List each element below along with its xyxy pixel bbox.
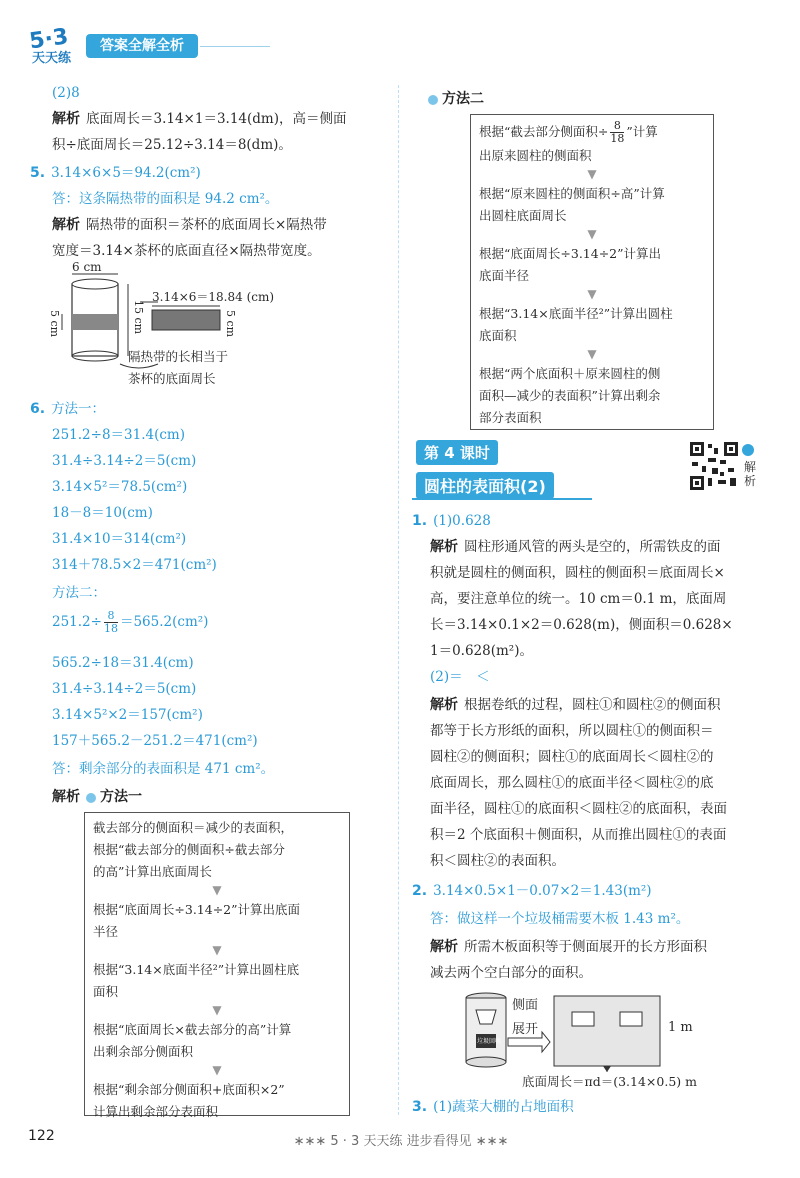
answer-text: 答：剩余部分的表面积是 471 cm²。 — [52, 761, 275, 777]
question-3 — [412, 1094, 574, 1120]
flow-text: 根据“底面周长÷3.14÷2”计算出 — [479, 246, 662, 261]
text: 高，要注意单位的统一。10 cm＝0.1 m，底面周 — [430, 591, 727, 607]
text: 251.2÷ — [52, 614, 102, 630]
analysis-label: 解析 — [430, 697, 458, 713]
down-arrow-icon: ▼ — [212, 1003, 222, 1017]
flow-text: 面积 — [93, 984, 119, 999]
answer-line: (2)8 — [52, 85, 80, 101]
method2-heading — [428, 86, 484, 112]
down-arrow-icon: ▼ — [587, 227, 597, 241]
method-label: 方法一 — [100, 789, 142, 805]
strip-length-label: 3.14×6＝18.84 (cm) — [152, 290, 275, 304]
question-number: 6. — [30, 401, 46, 417]
fraction: $\frac{8}{18}$ — [610, 119, 625, 145]
answer-line: (1)0.628 — [433, 513, 491, 529]
pencil-icon — [86, 793, 96, 803]
flow-text: 出原来圆柱的侧面积 — [479, 148, 592, 163]
calc-line — [52, 608, 208, 636]
text: 都等于长方形纸的面积，所以圆柱①的侧面积＝ — [430, 723, 714, 739]
flow-text: 根据“两个底面积＋原来圆柱的侧 — [479, 366, 661, 381]
logo — [28, 24, 88, 64]
text: 底面周长，那么圆柱①的底面半径＜圆柱②的底 — [430, 775, 714, 791]
analysis-label: 解析 — [52, 217, 80, 233]
header-rule — [200, 46, 270, 47]
fraction: $\frac{8}{18}$ — [103, 609, 118, 635]
analysis-block — [430, 692, 727, 874]
flow-text: 根据“3.14×底面半径²”计算出圆柱 — [479, 306, 673, 321]
figure-caption — [128, 346, 228, 390]
flow-text: 根据“原来圆柱的侧面积÷高”计算 — [479, 186, 665, 201]
analysis-block — [430, 934, 707, 986]
cup-figure — [48, 260, 378, 390]
analysis-label: 解析 — [52, 789, 80, 805]
text: 圆柱形通风管的两头是空的，所需铁皮的面 — [464, 539, 721, 555]
text: 所需木板面积等于侧面展开的长方形面积 — [464, 939, 707, 955]
header-badge: 答案全解全析 — [86, 34, 198, 58]
bin-label: 垃圾回收 — [477, 1038, 502, 1045]
method2-lines — [52, 650, 258, 754]
text: 积＝2 个底面积＋侧面积，从而推出圆柱①的表面 — [430, 827, 727, 843]
analysis-method1-heading — [52, 784, 142, 810]
question-number: 3. — [412, 1099, 428, 1115]
answer-line: (1)蔬菜大棚的占地面积 — [433, 1099, 574, 1115]
flow-text: 根据“底面周长÷3.14÷2”计算出底面 — [93, 902, 301, 917]
analysis-label: 解析 — [430, 539, 458, 555]
logo-icon — [28, 24, 88, 64]
flow-text: 部分表面积 — [479, 410, 542, 425]
flow-text: 半径 — [93, 924, 119, 939]
analysis-label: 解析 — [430, 939, 458, 955]
down-arrow-icon: ▼ — [212, 943, 222, 957]
text: 积＜圆柱②的表面积。 — [430, 853, 565, 869]
calc-line: 565.2÷18＝31.4(cm) — [52, 655, 194, 671]
lesson-rule — [412, 498, 592, 500]
text: 积÷底面周长＝25.12÷3.14＝8(dm)。 — [52, 137, 292, 153]
calc-line: 31.4÷3.14÷2＝5(cm) — [52, 681, 197, 697]
calc-line: 314＋78.5×2＝471(cm²) — [52, 557, 217, 573]
text: ＝565.2(cm²) — [119, 614, 209, 630]
down-arrow-icon: ▼ — [587, 347, 597, 361]
circumference-label: 底面周长＝πd＝(3.14×0.5) m — [522, 1074, 697, 1089]
caption-line: 侧面 — [512, 998, 539, 1013]
down-arrow-icon: ▼ — [212, 883, 222, 897]
question-number: 1. — [412, 513, 428, 529]
qr-label: 解析 — [744, 460, 757, 488]
pencil-icon — [428, 95, 438, 105]
analysis-label: 解析 — [52, 111, 80, 127]
caption-line: 茶杯的底面周长 — [128, 371, 216, 386]
height-label: 1 m — [668, 1020, 693, 1035]
text: 1＝0.628(m²)。 — [430, 643, 533, 659]
method-label: 方法一： — [51, 401, 106, 417]
answer-text: 答：这条隔热带的面积是 94.2 cm²。 — [52, 191, 279, 207]
calc-line: 31.4×10＝314(cm²) — [52, 531, 187, 547]
text: 减去两个空白部分的面积。 — [430, 965, 592, 981]
calc-line: 157＋565.2－251.2＝471(cm²) — [52, 733, 258, 749]
text: 隔热带的面积＝茶杯的底面周长×隔热带 — [86, 217, 327, 233]
flow-text: 计算出剩余部分表面积 — [93, 1104, 219, 1119]
question-number: 5. — [30, 165, 46, 181]
text: 积就是圆柱的侧面积，圆柱的侧面积＝底面周长× — [430, 565, 725, 581]
calc-line: 18－8＝10(cm) — [52, 505, 153, 521]
bin-figure — [458, 990, 758, 1092]
column-divider — [398, 85, 399, 1115]
qr-code-icon — [690, 442, 738, 490]
unfold-label — [512, 994, 538, 1042]
flow-text: 根据“截去部分侧面积÷ — [479, 124, 609, 139]
text: 圆柱②的侧面积；圆柱①的底面周长＜圆柱②的 — [430, 749, 714, 765]
flow-text: 的高”计算出底面周长 — [93, 864, 212, 879]
lesson-number: 第 4 课时 — [416, 440, 498, 465]
caption-line: 展开 — [512, 1022, 539, 1037]
answer-line: 3.14×6×5＝94.2(cm²) — [51, 165, 201, 181]
down-arrow-icon: ▼ — [587, 167, 597, 181]
flow-text: 根据“截去部分的侧面积÷截去部分 — [93, 842, 285, 857]
flow-text: 出圆柱底面周长 — [479, 208, 567, 223]
flow-text: 底面半径 — [479, 268, 530, 283]
down-arrow-icon: ▼ — [587, 287, 597, 301]
text: 根据卷纸的过程，圆柱①和圆柱②的侧面积 — [464, 697, 721, 713]
qr-code[interactable] — [690, 442, 738, 490]
lesson-title: 圆柱的表面积(2) — [416, 472, 554, 499]
text: 长＝3.14×0.1×2＝0.628(m)，侧面积＝0.628× — [430, 617, 733, 633]
flow-text: 根据“底面周长×截去部分的高”计算 — [93, 1022, 292, 1037]
analysis-block — [430, 534, 733, 664]
answer-line: (2)＝ ＜ — [430, 669, 490, 685]
flow-text: ”计算 — [626, 124, 658, 139]
question-1 — [412, 508, 491, 534]
strip-width-label: 5 cm — [48, 310, 61, 338]
flow-text: 出剩余部分侧面积 — [93, 1044, 194, 1059]
svg-text:天天练: 天天练 — [32, 51, 72, 64]
down-arrow-icon: ▼ — [212, 1063, 222, 1077]
flow-text: 面积—减少的表面积”计算出剩余 — [479, 388, 661, 403]
calc-line: 3.14×5²＝78.5(cm²) — [52, 479, 188, 495]
question-6 — [30, 396, 105, 422]
text: 面半径，圆柱①的底面积＜圆柱②的底面积，表面 — [430, 801, 727, 817]
calc-line: 31.4÷3.14÷2＝5(cm) — [52, 453, 197, 469]
flow-text: 截去部分的侧面积＝减少的表面积， — [93, 820, 294, 835]
text: 底面周长＝3.14×1＝3.14(dm)，高＝侧面 — [86, 111, 347, 127]
calc-line: 3.14×5²×2＝157(cm²) — [52, 707, 203, 723]
caption-line: 隔热带的长相当于 — [128, 349, 229, 364]
method-label: 方法二： — [52, 585, 106, 601]
flow-box-method2 — [470, 114, 714, 430]
question-number: 2. — [412, 883, 428, 899]
answer-line: 3.14×0.5×1－0.07×2＝1.43(m²) — [433, 883, 652, 899]
analysis-block — [52, 106, 384, 158]
page-number: 122 — [28, 1128, 55, 1144]
strip-height-label: 5 cm — [224, 310, 237, 338]
play-icon[interactable] — [742, 444, 754, 456]
flow-text: 根据“剩余部分侧面积+底面积×2” — [93, 1082, 285, 1097]
svg-text:5·3: 5·3 — [28, 24, 70, 55]
flow-text: 根据“3.14×底面半径²”计算出圆柱底 — [93, 962, 300, 977]
flow-box-method1 — [84, 812, 350, 1119]
answer-text: 答：做这样一个垃圾桶需要木板 1.43 m²。 — [430, 911, 690, 927]
cup-diameter-label: 6 cm — [72, 260, 102, 274]
calc-line: 251.2÷8＝31.4(cm) — [52, 427, 186, 443]
text: 宽度＝3.14×茶杯的底面直径×隔热带宽度。 — [52, 243, 321, 259]
method1-lines — [52, 422, 217, 578]
question-5 — [30, 160, 201, 186]
footer-slogan: ∗∗∗ 5 · 3 天天练 进步看得见 ∗∗∗ — [293, 1134, 509, 1149]
method-label: 方法二 — [442, 91, 484, 107]
analysis-block — [52, 212, 384, 264]
question-2 — [412, 878, 652, 904]
flow-text: 底面积 — [479, 328, 517, 343]
cup-height-label: 15 cm — [132, 300, 145, 335]
